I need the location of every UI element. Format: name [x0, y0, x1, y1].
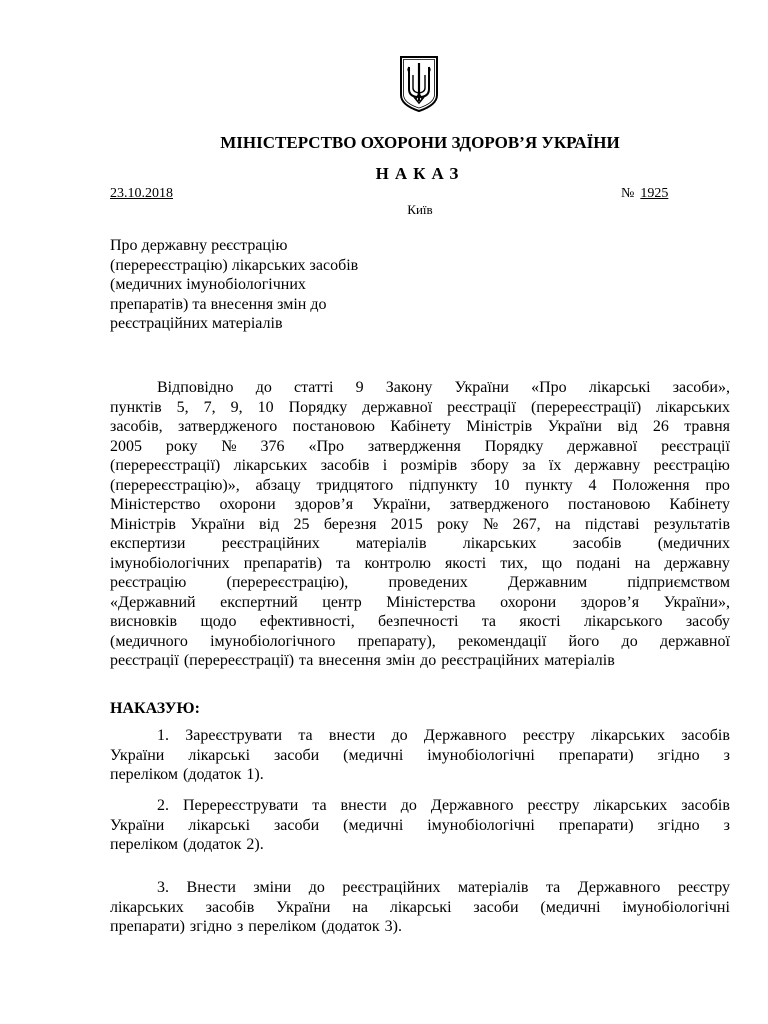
word: імунобіологічні [427, 746, 535, 764]
word: з [236, 918, 244, 935]
item-line [110, 796, 730, 816]
word: лікарських [233, 457, 308, 474]
item-line [110, 765, 730, 785]
preamble-line [110, 417, 730, 437]
word: змін [385, 652, 416, 669]
word: безпечності [378, 613, 459, 630]
word: збору [470, 457, 509, 474]
item-line [110, 835, 730, 855]
word: експертний [220, 593, 298, 611]
word: від [259, 515, 280, 533]
word: 9, [230, 398, 243, 416]
word: 26 [652, 418, 669, 435]
preamble-line [110, 437, 730, 457]
word: на [554, 515, 571, 533]
word: 25 [293, 515, 310, 533]
word: державної [362, 398, 433, 416]
word: реєстраційних [441, 652, 540, 669]
word: що [541, 554, 563, 572]
word: якості [519, 613, 561, 630]
item-line [110, 726, 730, 746]
word: тридцятого [316, 476, 394, 494]
word: переліком [110, 766, 178, 783]
preamble-line [110, 456, 730, 476]
order-number-value: 1925 [640, 186, 669, 201]
city: Київ [407, 202, 433, 217]
ordering-label: НАКАЗУЮ: [110, 700, 200, 717]
word: до [391, 727, 408, 744]
word: внести [340, 797, 387, 814]
subject-line: (перереєстрацію) лікарських засобів [110, 256, 359, 274]
word: внесення [318, 652, 381, 669]
word: препарати) [110, 918, 185, 935]
word: препаратів) [243, 554, 323, 572]
word: матеріалів [356, 535, 427, 552]
word: лікарські [588, 379, 651, 396]
word: засобів [572, 535, 622, 552]
word: з [723, 816, 730, 834]
word: від [617, 418, 638, 435]
word: постановою [567, 496, 651, 513]
word: України», [663, 593, 730, 611]
word: Порядку [288, 398, 348, 416]
word: «Про [531, 379, 567, 396]
word: 9 [355, 379, 364, 396]
word: згідно [657, 746, 700, 764]
word: 2005 [110, 437, 142, 455]
word: абзацу [255, 476, 301, 494]
word: препарати) [558, 746, 634, 764]
preamble-paragraph [110, 378, 730, 671]
word: постановою [292, 418, 375, 435]
word: України [276, 898, 331, 916]
preamble-line [110, 612, 730, 632]
word: «Про [308, 437, 344, 455]
word: 3. [157, 879, 169, 896]
preamble-line [110, 632, 730, 652]
word: охорони [500, 593, 557, 611]
word: рекомендації [458, 632, 547, 650]
preamble-line [110, 378, 730, 398]
order-date: 23.10.2018 [110, 186, 173, 201]
order-item-1 [110, 726, 730, 785]
word: 1. [157, 727, 169, 744]
word: лікарських [593, 797, 668, 814]
word: Кабінету [390, 418, 451, 435]
word: лікарські [188, 746, 251, 764]
item-line [110, 898, 730, 918]
preamble-line [110, 651, 730, 671]
order-title: НАКАЗ [375, 164, 465, 183]
word: тих, [500, 554, 528, 572]
word: 10 [257, 398, 274, 416]
word: імунобіологічних [110, 554, 230, 572]
preamble-line [110, 593, 730, 613]
word: 4 [588, 476, 597, 494]
word: Державним [507, 574, 588, 591]
word: 2). [246, 836, 264, 853]
word: імунобіологічні [622, 898, 730, 916]
word: підставі [584, 515, 640, 533]
word: підпункту [409, 476, 478, 494]
word: засобів [681, 727, 730, 744]
word: 1). [246, 766, 264, 783]
word: пункту [525, 476, 573, 494]
word: контролю [364, 554, 431, 572]
word: підприємством [627, 574, 730, 591]
word: проведених [388, 574, 468, 591]
word: Внести [186, 879, 236, 896]
preamble-line [110, 534, 730, 554]
word: імунобіологічні [427, 816, 535, 834]
word: Закону [385, 379, 433, 396]
word: (медичні [343, 746, 404, 764]
word: (перереєстрацію)», [110, 476, 240, 494]
word: експертизи [110, 535, 186, 552]
word: внести [328, 727, 376, 744]
word: препарату), [357, 632, 436, 650]
word: на [352, 898, 368, 916]
word: переліком [110, 836, 178, 853]
order-subject [110, 236, 410, 334]
word: державної [659, 632, 730, 650]
word: лікарського [583, 613, 663, 630]
word: 376 [260, 437, 285, 455]
word: подані [576, 554, 621, 572]
word: Порядку [484, 437, 544, 455]
word: реєстрацію [653, 457, 730, 474]
word: та [312, 797, 327, 814]
word: (додаток [182, 766, 242, 783]
word: зміни [253, 879, 292, 896]
subject-line: (медичних імунобіологічних [110, 276, 306, 293]
word: України [190, 515, 245, 533]
coat-of-arms-icon [398, 55, 440, 113]
word: та [299, 652, 314, 669]
word: Положення [612, 476, 690, 494]
word: Державного [577, 879, 661, 896]
word: реєстраційних [221, 535, 320, 552]
word: засоби [473, 898, 519, 916]
item-line [110, 816, 730, 836]
word: затвердженого [449, 496, 549, 513]
word: засоби [273, 816, 320, 834]
word: № [483, 515, 499, 533]
preamble-line [110, 554, 730, 574]
word: Відповідно [157, 379, 234, 396]
word: України [110, 746, 165, 764]
word: засоби [273, 746, 320, 764]
word: пунктів [110, 398, 162, 416]
word: (перереєстрацію), [226, 574, 349, 591]
word: про [705, 476, 730, 494]
word: засоби», [672, 379, 730, 396]
word: реєстру [522, 727, 575, 744]
word: Зареєструвати [185, 727, 283, 744]
word: № [221, 437, 237, 455]
word: України [547, 418, 602, 435]
word: висновків [110, 613, 178, 630]
word: результатів [653, 515, 730, 533]
word: центр [322, 593, 362, 611]
word: до [400, 797, 417, 814]
order-number [621, 185, 668, 202]
word: 10 [493, 476, 510, 494]
word: Міністрів [110, 515, 176, 533]
word: 5, [176, 398, 189, 416]
word: засобів [320, 457, 370, 474]
word: Державного [423, 727, 507, 744]
word: Перереєструвати [182, 797, 299, 814]
word: щодо [200, 613, 237, 630]
word: препарати) [558, 816, 634, 834]
word: реєстрації [661, 437, 730, 455]
word: матеріалів [457, 879, 529, 896]
item-line [110, 917, 730, 937]
word: до [420, 652, 437, 669]
word: і [382, 457, 388, 474]
preamble-line [110, 495, 730, 515]
word: засобів, [110, 418, 163, 435]
word: лікарських [591, 727, 665, 744]
word: 7, [203, 398, 216, 416]
word: та [545, 879, 561, 896]
word: лікарських [656, 398, 730, 416]
word: здоров’я [294, 496, 354, 513]
subject-line: реєстраційних матеріалів [110, 315, 283, 332]
word: згідно [657, 816, 700, 834]
word: затвердженого [178, 418, 278, 435]
preamble-line [110, 476, 730, 496]
word: матеріалів [544, 652, 615, 669]
word: засобів [681, 797, 730, 814]
word: 2. [157, 797, 169, 814]
word: з [723, 746, 730, 764]
word: (додаток [321, 918, 380, 935]
word: (перереєстрації) [183, 652, 295, 669]
word: Державного [430, 797, 514, 814]
word: до [308, 879, 325, 896]
word: до [621, 632, 638, 650]
word: (додаток [182, 836, 242, 853]
word: переліком [248, 918, 317, 935]
item-line [110, 878, 730, 898]
subject-line: препаратів) та внесення змін до [110, 295, 327, 313]
word: засобу [685, 613, 730, 630]
word: Кабінету [669, 496, 730, 513]
word: реєстрації [447, 398, 516, 416]
word: згідно [189, 918, 232, 935]
word: реєстру [527, 797, 580, 814]
word: державної [567, 437, 638, 455]
word: (перереєстрації) [530, 398, 642, 416]
word: розмірів [400, 457, 458, 474]
word: на [634, 554, 651, 572]
word: Міністрів [466, 418, 533, 435]
word: реєстрацію [110, 574, 187, 591]
word: за [522, 457, 536, 474]
subject-line: Про державну реєстрацію [110, 237, 288, 254]
item-line [110, 746, 730, 766]
word: лікарські [389, 898, 452, 916]
word: реєстраційних [342, 879, 441, 896]
order-item-3 [110, 878, 730, 937]
word: засобів [205, 898, 255, 916]
preamble-line [110, 515, 730, 535]
word: 3). [384, 918, 402, 935]
word: (медичні [540, 898, 601, 916]
word: лікарських [110, 898, 184, 916]
word: до [255, 379, 272, 396]
word: (перереєстрації) [110, 457, 221, 474]
word: та [481, 613, 497, 630]
word: державну [664, 554, 730, 572]
word: реєстрації [110, 652, 179, 669]
word: (медичного [110, 632, 188, 650]
word: лікарські [188, 816, 251, 834]
preamble-line [110, 573, 730, 593]
word: та [336, 554, 351, 572]
word: України [454, 379, 509, 396]
word: України [110, 816, 165, 834]
word: здоров’я [580, 593, 640, 611]
preamble-line [110, 398, 730, 418]
word: року [165, 437, 198, 455]
word: ефективності, [259, 613, 355, 630]
ministry-name: МІНІСТЕРСТВО ОХОРОНИ ЗДОРОВ’Я УКРАЇНИ [220, 133, 620, 152]
word: імунобіологічного [210, 632, 336, 650]
word: його [568, 632, 600, 650]
word: статті [294, 379, 334, 396]
word: державну [574, 457, 641, 474]
word: лікарських [462, 535, 537, 552]
word: України, [372, 496, 431, 513]
word: Міністерства [386, 593, 476, 611]
word: реєстру [677, 879, 730, 896]
word: Міністерство [110, 496, 201, 513]
word: (медичних [657, 535, 730, 552]
word: березня [323, 515, 377, 533]
order-item-2 [110, 796, 730, 855]
word: їх [548, 457, 562, 474]
word: (медичні [343, 816, 404, 834]
word: «Державний [110, 593, 196, 611]
word: 267, [512, 515, 541, 533]
word: та [298, 727, 313, 744]
word: охорони [219, 496, 276, 513]
word: якості [444, 554, 487, 572]
word: травня [684, 418, 730, 435]
word: затвердження [367, 437, 461, 455]
number-sign: № [621, 186, 635, 201]
word: 2015 [390, 515, 423, 533]
word: року [437, 515, 469, 533]
